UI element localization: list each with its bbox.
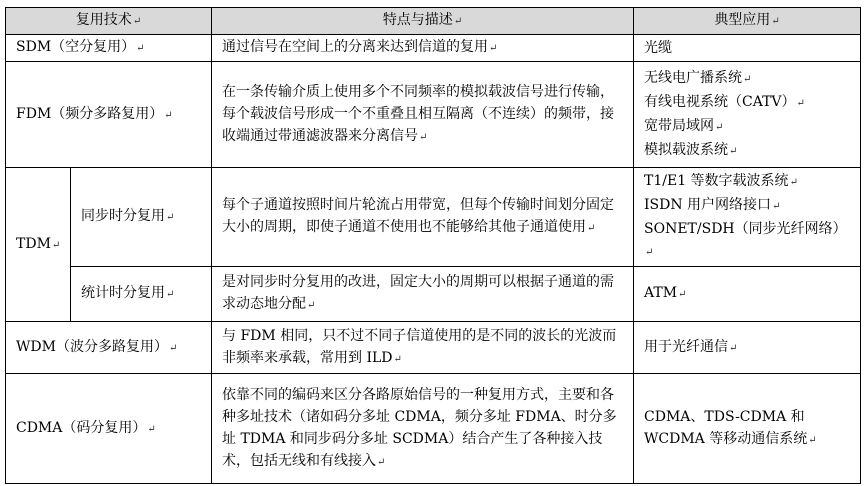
application-item: 无线电广播系统↵ [644,69,752,86]
application-item: T1/E1 等数字载波系统↵ [644,173,798,189]
technique-description: 每个子通道按照时间片轮流占用带宽，但每个传输时间划分固定大小的周期，即使子通道不使用也不能够给其他子通道使用↵ [212,168,634,267]
technique-application: 用于光纤通信↵ [634,322,861,374]
technique-application [634,168,861,267]
application-item: SONET/SDH（同步光纤网络）↵ [644,221,847,258]
table-row-tdm-sync [6,168,861,267]
header-application: 典型应用↵ [634,8,861,35]
sub-technique-name: 同步时分复用↵ [71,168,212,267]
technique-description: 在一条传输介质上使用多个不同频率的模拟载波信号进行传输，每个载波信号形成一个不重叠且相互隔离（不连续）的频带，接收端通过带通滤波器来分离信号↵ [212,62,634,168]
header-row [6,8,861,35]
header-description: 特点与描述↵ [212,8,634,35]
application-item: 模拟载波系统↵ [644,141,738,158]
sub-technique-name: 统计时分复用↵ [71,267,212,322]
technique-name: SDM（空分复用）↵ [6,35,212,62]
table-row-cdma [6,374,861,484]
technique-application: CDMA、TDS-CDMA 和 WCDMA 等移动通信系统↵ [634,374,861,484]
table-row-fdm [6,62,861,168]
technique-application [634,62,861,168]
table-row-wdm [6,322,861,374]
technique-name: WDM（波分多路复用）↵ [6,322,212,374]
multiplexing-table [5,7,861,484]
table-row-sdm [6,35,861,62]
technique-description: 与 FDM 相同，只不过不同子信道使用的是不同的波长的光波而非频率来承载，常用到 ILD↵ [212,322,634,374]
application-item: 有线电视系统（CATV）↵ [644,93,805,110]
technique-name: CDMA（码分复用）↵ [6,374,212,484]
technique-name: FDM（频分多路复用）↵ [6,62,212,168]
application-item: ISDN 用户网络接口↵ [644,197,781,213]
technique-description: 依靠不同的编码来区分各路原始信号的一种复用方式，主要和各种多址技术（诸如码分多址 CDMA，频分多址 FDMA、时分多址 TDMA 和同步码分多址 SCDMA）结合产生了各种接入技术，包括无线和有线接入↵ [212,374,634,484]
table-row-tdm-stat [6,267,861,322]
header-technique: 复用技术↵ [6,8,212,35]
technique-application: ATM↵ [634,267,861,322]
technique-description: 是对同步时分复用的改进，固定大小的周期可以根据子通道的需求动态地分配↵ [212,267,634,322]
technique-name: TDM↵ [6,168,71,322]
application-item: 宽带局域网↵ [644,117,724,134]
technique-description: 通过信号在空间上的分离来达到信道的复用↵ [212,35,634,62]
technique-application: 光缆 [634,35,861,62]
